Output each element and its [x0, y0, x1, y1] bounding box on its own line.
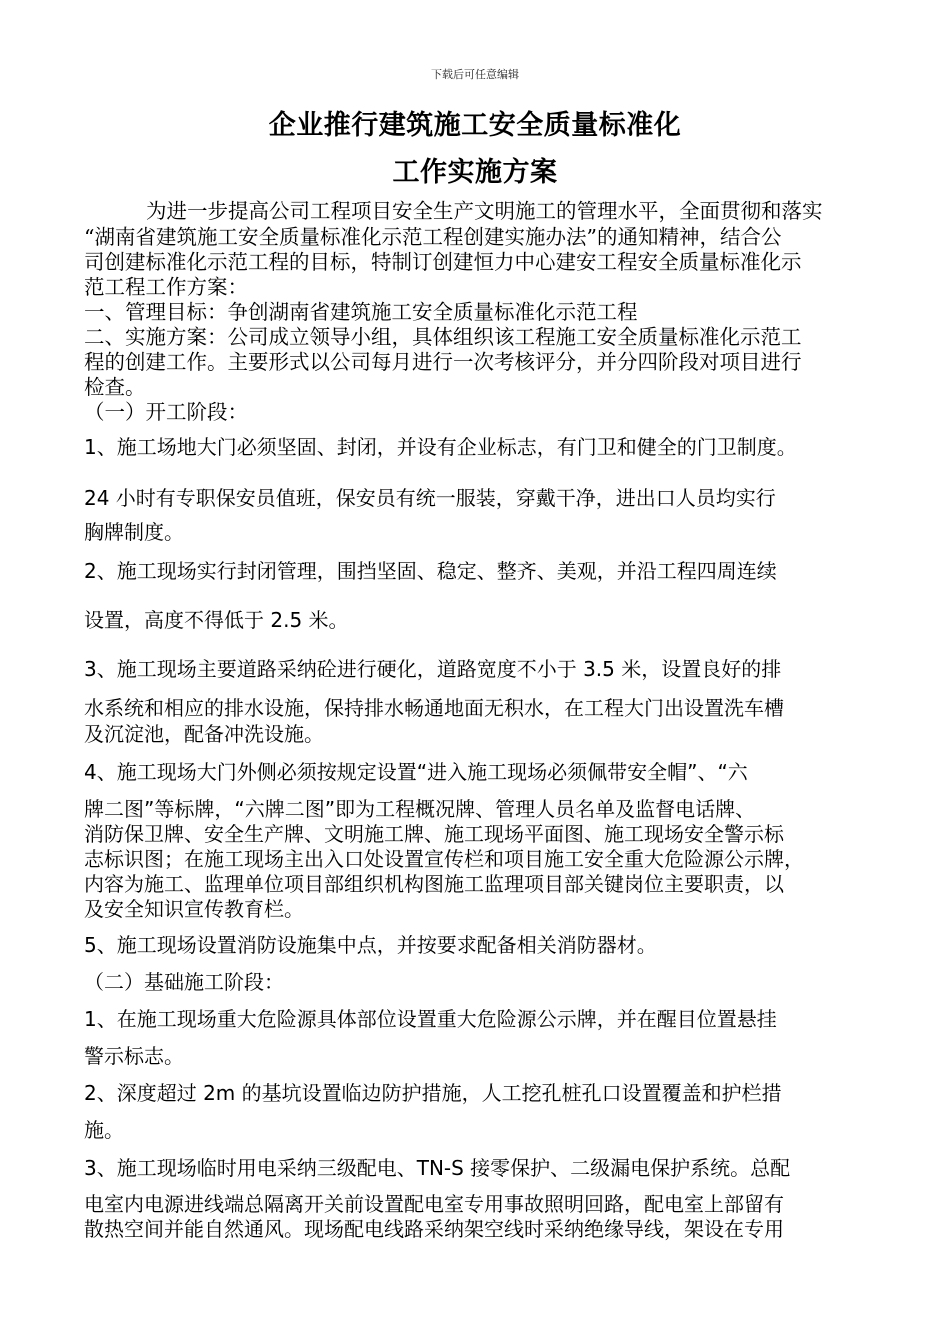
header-note: 下载后可任意编辑 — [431, 68, 519, 81]
body-line: 内容为施工、监理单位项目部组织机构图施工监理项目部关键岗位主要职责，以 — [84, 872, 784, 896]
body-line: 二、实施方案：公司成立领导小组，具体组织该工程施工安全质量标准化示范工 — [84, 325, 802, 349]
body-line: 2、深度超过 2m 的基坑设置临边防护措施，人工挖孔桩孔口设置覆盖和护栏措 — [84, 1081, 782, 1105]
body-line: 一、管理目标：争创湖南省建筑施工安全质量标准化示范工程 — [84, 300, 638, 324]
body-line: 司创建标准化示范工程的目标，特制订创建恒力中心建安工程安全质量标准化示 — [84, 250, 802, 274]
body-line: 施。 — [84, 1118, 124, 1142]
body-line: 3、施工现场临时用电采纳三级配电、TN-S 接零保护、二级漏电保护系统。总配 — [84, 1156, 791, 1180]
body-line: 3、施工现场主要道路采纳砼进行硬化，道路宽度不小于 3.5 米，设置良好的排 — [84, 657, 782, 681]
body-line: 设置，高度不得低于 2.5 米。 — [84, 608, 349, 632]
body-line: 及安全知识宣传教育栏。 — [84, 897, 304, 921]
body-line: 程的创建工作。主要形式以公司每月进行一次考核评分，并分四阶段对项目进行 — [84, 350, 802, 374]
body-line: “湖南省建筑施工安全质量标准化示范工程创建实施办法”的通知精神，结合公 — [84, 225, 782, 249]
body-line: 1、在施工现场重大危险源具体部位设置重大危险源公示牌，并在醒目位置悬挂 — [84, 1007, 777, 1031]
body-line: 1、施工场地大门必须坚固、封闭，并设有企业标志，有门卫和健全的门卫制度。 — [84, 435, 797, 459]
body-line: 为进一步提高公司工程项目安全生产文明施工的管理水平，全面贯彻和落实 — [146, 199, 823, 223]
body-line: 24 小时有专职保安员值班，保安员有统一服装，穿戴干净，进出口人员均实行 — [84, 486, 776, 510]
body-line: 电室内电源进线端总隔离开关前设置配电室专用事故照明回路，配电室上部留有 — [84, 1192, 784, 1216]
body-line: 志标识图；在施工现场主出入口处设置宣传栏和项目施工安全重大危险源公示牌， — [84, 847, 804, 871]
body-line: 消防保卫牌、安全生产牌、文明施工牌、施工现场平面图、施工现场安全警示标 — [84, 822, 784, 846]
body-line: 4、施工现场大门外侧必须按规定设置“进入施工现场必须佩带安全帽”、“六 — [84, 760, 748, 784]
body-line: 2、施工现场实行封闭管理，围挡坚固、稳定、整齐、美观，并沿工程四周连续 — [84, 559, 777, 583]
body-line: 警示标志。 — [84, 1044, 184, 1068]
body-line: 水系统和相应的排水设施，保持排水畅通地面无积水，在工程大门出设置洗车槽 — [84, 696, 784, 720]
section-heading: （二）基础施工阶段： — [84, 970, 284, 994]
body-line: 胸牌制度。 — [84, 520, 184, 544]
body-line: 及沉淀池，配备冲洗设施。 — [84, 722, 324, 746]
document-title-line-2: 工作实施方案 — [392, 157, 558, 188]
document-title-line-1: 企业推行建筑施工安全质量标准化 — [268, 110, 682, 141]
body-line: 检查。 — [84, 375, 146, 399]
body-line: 5、施工现场设置消防设施集中点，并按要求配备相关消防器材。 — [84, 933, 657, 957]
section-heading: （一）开工阶段： — [84, 400, 248, 424]
body-line: 牌二图”等标牌，“六牌二图”即为工程概况牌、管理人员名单及监督电话牌、 — [84, 797, 756, 821]
body-line: 范工程工作方案： — [84, 275, 248, 299]
body-line: 散热空间并能自然通风。现场配电线路采纳架空线时采纳绝缘导线，架设在专用 — [84, 1217, 784, 1241]
